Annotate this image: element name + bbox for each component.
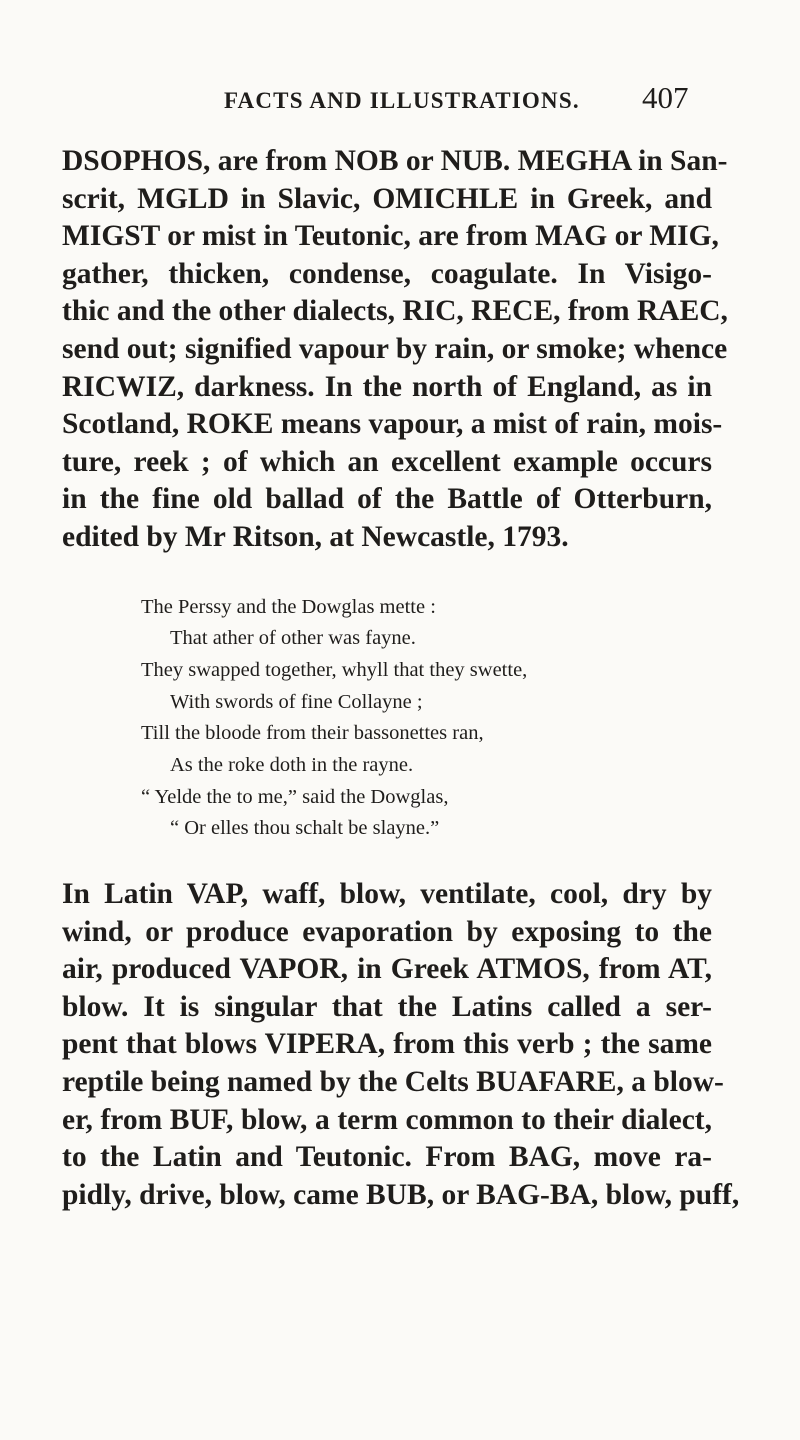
page-number: 407 (642, 80, 689, 115)
verse-line: That ather of other was fayne. (170, 627, 416, 649)
text-line: gather, thicken, condense, coagulate. In Visigo- (62, 257, 712, 290)
text-line: wind, or produce evaporation by exposing to the (62, 915, 712, 948)
verse-line: Till the bloode from their bassonettes ran, (141, 722, 484, 744)
verse-line: They swapped together, whyll that they swette, (141, 659, 528, 681)
text-line: In Latin VAP, waff, blow, ventilate, cool, dry by (62, 878, 712, 910)
text-line: scrit, MGLD in Slavic, OMICHLE in Greek, and (62, 182, 712, 215)
page-header (0, 78, 800, 128)
text-line: reptile being named by the Celts BUAFARE, a blow- (62, 1065, 724, 1098)
text-line: in the fine old ballad of the Battle of Otterburn, (62, 483, 712, 516)
text-line: to the Latin and Teutonic. From BAG, move ra- (62, 1141, 712, 1174)
text-line: blow. It is singular that the Latins called a ser- (62, 990, 712, 1023)
verse-line: “ Yelde the to me,” said the Dowglas, (141, 786, 449, 808)
text-line: pidly, drive, blow, came BUB, or BAG-BA, blow, puff, (62, 1178, 740, 1211)
text-line: send out; signified vapour by rain, or smoke; whence (62, 332, 728, 365)
text-line: DSOPHOS, are from NOB or NUB. MEGHA in San- (62, 145, 728, 177)
text-line: air, produced VAPOR, in Greek ATMOS, from AT, (62, 953, 712, 986)
verse-line: “ Or elles thou schalt be slayne.” (170, 817, 440, 839)
running-head: FACTS AND ILLUSTRATIONS. (224, 88, 580, 113)
text-line: MIGST or mist in Teutonic, are from MAG or MIG, (62, 220, 719, 253)
text-line: er, from BUF, blow, a term common to their dialect, (62, 1103, 712, 1136)
paragraph-2 (62, 876, 740, 1214)
verse-line: As the roke doth in the rayne. (170, 754, 414, 776)
text-line: Scotland, ROKE means vapour, a mist of rain, mois- (62, 408, 723, 441)
text-line: pent that blows VIPERA, from this verb ; the same (62, 1028, 712, 1061)
verse-line: With swords of fine Collayne ; (170, 691, 423, 713)
paragraph-1 (62, 143, 728, 557)
text-line: edited by Mr Ritson, at Newcastle, 1793. (62, 520, 569, 553)
verse-line: The Perssy and the Dowglas mette : (141, 596, 436, 618)
text-line: RICWIZ, darkness. In the north of England, as in (62, 370, 712, 403)
text-line: thic and the other dialects, RIC, RECE, from RAEC, (62, 295, 728, 328)
text-line: ture, reek ; of which an excellent example occurs (62, 445, 712, 478)
